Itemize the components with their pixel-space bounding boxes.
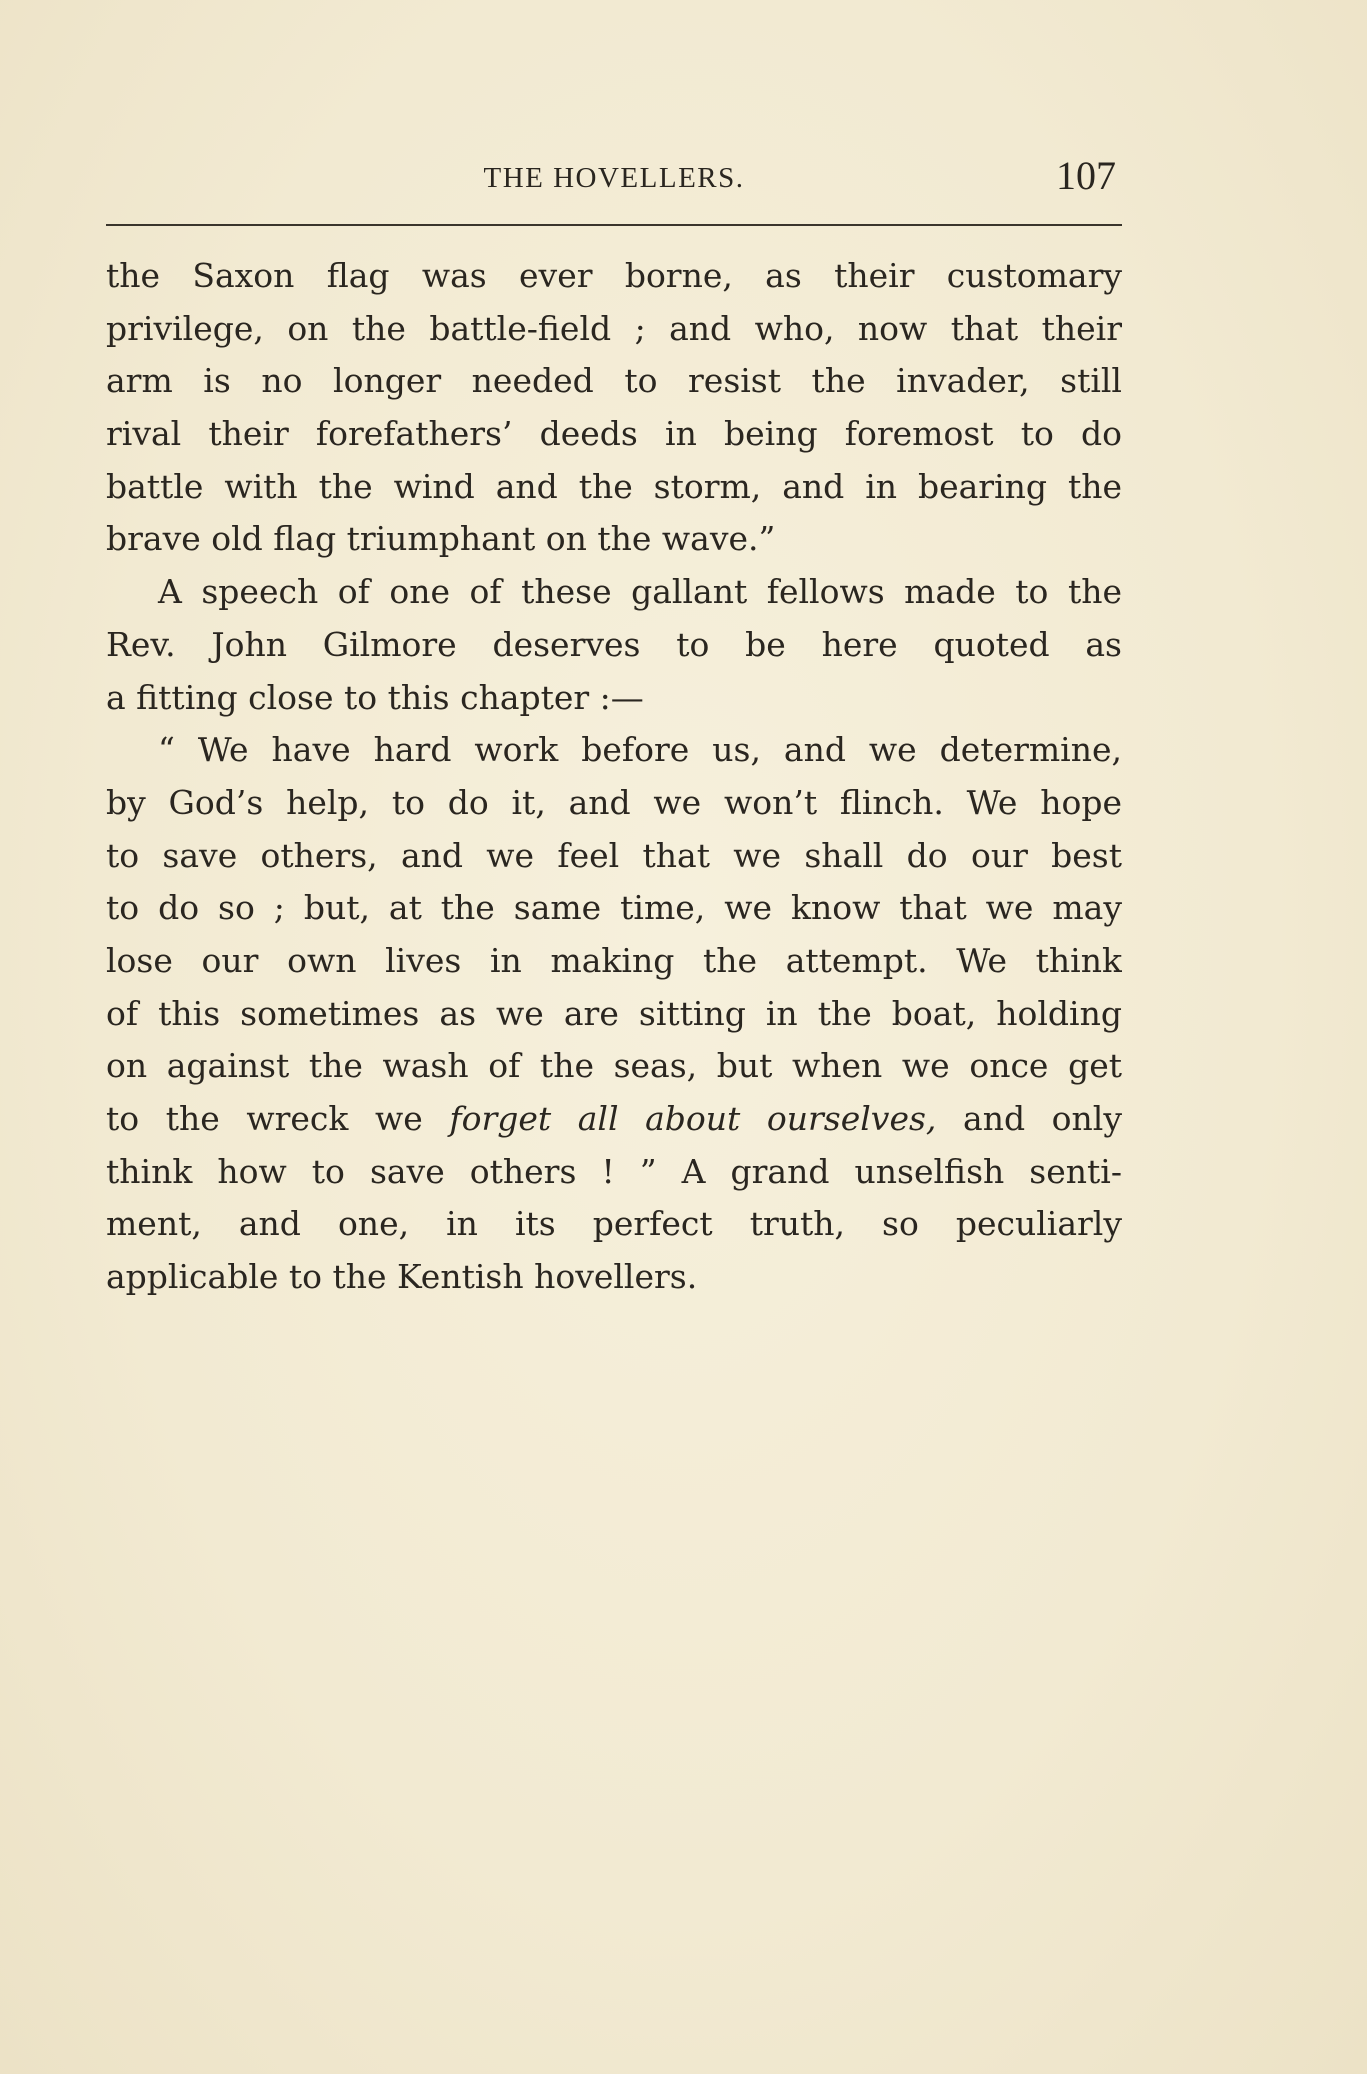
- running-head: [106, 152, 1122, 204]
- text-line: on against the wash of the seas, but when we once get: [106, 1046, 1122, 1086]
- text-line: A speech of one of these gallant fellows made to the: [158, 572, 1122, 612]
- header-rule: [106, 224, 1122, 226]
- text-line: by God’s help, to do it, and we won’t flinch. We hope: [106, 782, 1122, 822]
- text-line: battle with the wind and the storm, and in bearing the: [106, 466, 1122, 506]
- text-span: to the wreck we: [106, 1099, 423, 1138]
- body-text: [106, 250, 1122, 1304]
- text-line: to do so ; but, at the same time, we know that we may: [106, 888, 1122, 928]
- text-line: brave old flag triumphant on the wave.”: [106, 519, 776, 559]
- text-line: privilege, on the battle-field ; and who, now that their: [106, 308, 1122, 348]
- text-line: lose our own lives in making the attempt. We think: [106, 940, 1122, 980]
- text-line: a fitting close to this chapter :—: [106, 677, 644, 717]
- text-line: ment, and one, in its perfect truth, so peculiarly: [106, 1204, 1122, 1244]
- text-line: rival their forefathers’ deeds in being foremost to do: [106, 414, 1122, 454]
- text-line-mixed: [106, 1093, 1122, 1146]
- text-line: to save others, and we feel that we shall do our best: [106, 835, 1122, 875]
- text-line: arm is no longer needed to resist the invader, still: [106, 361, 1122, 401]
- page-number: 107: [1056, 153, 1116, 198]
- text-line: think how to save others ! ” A grand unselfish senti-: [106, 1151, 1122, 1191]
- text-line: of this sometimes as we are sitting in the boat, holding: [106, 993, 1122, 1033]
- text-line: Rev. John Gilmore deserves to be here quoted as: [106, 624, 1122, 664]
- text-span: and only: [963, 1099, 1122, 1138]
- italic-span: forget all about ourselves,: [449, 1099, 937, 1138]
- text-line: applicable to the Kentish hovellers.: [106, 1257, 698, 1297]
- running-title: THE HOVELLERS.: [483, 162, 745, 194]
- text-line: the Saxon flag was ever borne, as their customary: [106, 256, 1122, 295]
- text-line: “ We have hard work before us, and we determine,: [158, 730, 1122, 770]
